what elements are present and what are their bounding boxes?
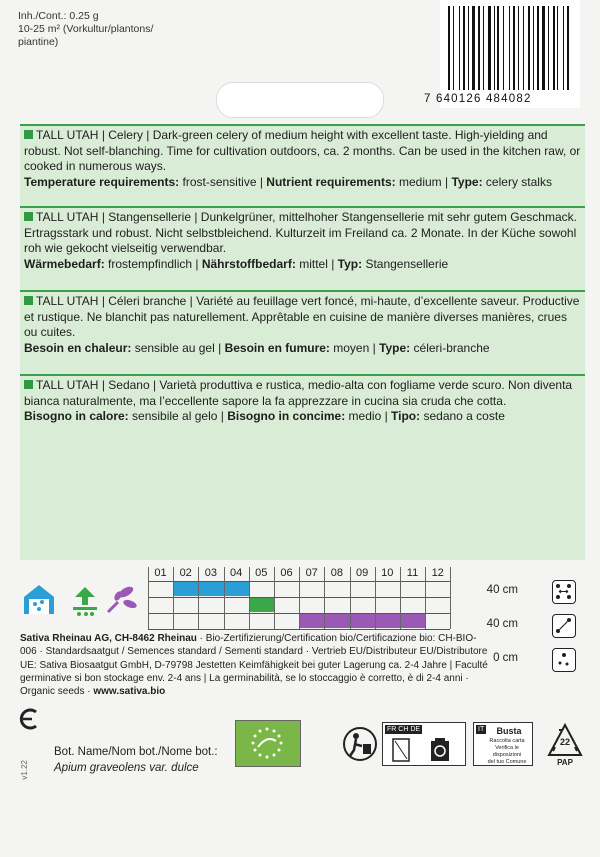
calendar-month-label: 04 — [229, 567, 243, 579]
sorting-info-box — [382, 722, 466, 766]
calendar-month-label: 02 — [179, 567, 192, 579]
calendar-bar-planting-out — [249, 598, 274, 612]
barcode-bar — [540, 6, 541, 90]
section-description: | Celery | Dark-green celery of medium height with excellent taste. High-yielding and robust. Not self-blanching. Time for cultivation outdoors, ca. 2 months. Can be used in the kitchen raw, or cooked in numerous ways. — [24, 128, 581, 174]
barcode-bar — [563, 6, 564, 90]
barcode-bar — [495, 6, 496, 90]
barcode-bar — [535, 6, 536, 90]
barcode-bar — [500, 6, 502, 90]
calendar-month-label: 10 — [381, 567, 394, 579]
company-website[interactable]: www.sativa.bio — [93, 686, 166, 698]
calendar-month-label: 11 — [406, 567, 419, 579]
calendar-gridline — [224, 567, 225, 629]
green-square-icon — [24, 130, 33, 139]
barcode-bar — [472, 6, 475, 90]
calendar-gridline — [173, 567, 174, 629]
barcode-bar — [448, 6, 450, 90]
type-label: Typ: — [337, 256, 363, 271]
barcode-bar — [503, 6, 504, 90]
calendar-gridline — [324, 567, 325, 629]
section-description: | Sedano | Varietà produttiva e rustica, medio-alta con fogliame verde scuro. Non diventa bianca naturalmente, ma l’eccellente sapore la fa apprezzare in cucina sia cruda che cotta. — [24, 378, 573, 408]
barcode-bar — [470, 6, 471, 90]
busta-text-1: Raccolta carta — [489, 738, 525, 744]
busta-box — [473, 722, 533, 766]
type-value: Stangensellerie — [362, 256, 449, 271]
barcode-bar — [567, 6, 569, 90]
busta-title: Busta — [496, 726, 522, 736]
type-value: celery stalks — [482, 174, 552, 189]
company-info — [20, 632, 490, 698]
barcode-bar — [556, 6, 557, 90]
green-square-icon — [24, 380, 33, 389]
barcode-bar — [537, 6, 539, 90]
barcode-bar — [548, 6, 549, 90]
calendar-month-label: 12 — [431, 567, 444, 579]
packet-content: Inh./Cont.: 0.25 g — [18, 10, 99, 22]
plant-distance-icon — [552, 614, 576, 638]
packet-area: 10-25 m² (Vorkultur/plantons/ — [18, 23, 154, 35]
nutrient-value: mittel | — [295, 256, 338, 271]
temp-label: Besoin en chaleur: — [24, 340, 132, 355]
barcode-bar — [520, 6, 522, 90]
section-divider — [20, 290, 585, 292]
harvest-icon — [104, 582, 140, 618]
temp-label: Temperature requirements: — [24, 174, 180, 189]
barcode-bar — [494, 6, 495, 90]
section-divider — [20, 374, 585, 376]
section-fr — [20, 294, 585, 356]
temp-value: frost-sensitive | — [179, 174, 267, 189]
type-value: sedano a coste — [420, 409, 505, 424]
barcode-bar — [497, 6, 499, 90]
barcode-bar — [542, 6, 545, 90]
nutrient-value: medio | — [345, 409, 392, 424]
recycling-person-icon — [342, 724, 378, 764]
calendar-gridline — [198, 567, 199, 629]
calendar-bar-harvest — [299, 614, 425, 628]
hang-hole — [216, 82, 384, 118]
type-label: Type: — [451, 174, 483, 189]
nutrient-label: Bisogno in concime: — [227, 409, 346, 424]
company-name: Sativa Rheinau AG, CH-8462 Rheinau — [20, 633, 197, 644]
calendar-gridline — [375, 567, 376, 629]
plant-distance: 40 cm — [486, 618, 518, 630]
barcode-bar — [453, 6, 454, 90]
section-de — [20, 210, 585, 272]
barcode-bar — [459, 6, 460, 90]
barcode-bar — [478, 6, 480, 90]
variety-name: TALL UTAH — [36, 128, 99, 142]
temp-value: sensibile al gelo | — [128, 409, 228, 424]
temp-label: Bisogno in calore: — [24, 409, 129, 424]
packet-info — [18, 10, 218, 49]
barcode — [440, 0, 580, 108]
calendar-month-label: 03 — [204, 567, 218, 579]
barcode-bar — [455, 6, 458, 90]
barcode-bar — [485, 6, 487, 90]
botanical-name — [54, 744, 218, 776]
print-version: v1.22 — [20, 760, 29, 780]
barcode-bar — [565, 6, 566, 90]
calendar-month-label: 08 — [330, 567, 344, 579]
temp-value: frostempfindlich | — [104, 256, 202, 271]
section-en — [20, 128, 585, 190]
pap-label: PAP — [557, 758, 573, 767]
busta-text-3: del tuo Comune — [487, 759, 527, 765]
nutrient-label: Besoin en fumure: — [224, 340, 330, 355]
type-value: céleri-branche — [410, 340, 490, 355]
company-details: · Bio-Zertifizierung/Certification bio/Certificazione bio: CH-BIO-006 · Standardsaatgut / Semences standard / Sementi standard · Vertrieb EU/Distributeur EU/Distributore UE: Sativa Biosaatgut GmbH, D-79798 Jestetten Keimfähigkeit bei guter Lagerung ca. 2-4 Jahre | Faculté germinative si bon stockage env. 2-4 ans | La germinabilità, se lo stoccaggio è corretto, è di 2-4 anni · Organic seeds · — [20, 633, 488, 698]
barcode-bar — [483, 6, 484, 90]
pap-number: 22 — [559, 737, 570, 747]
calendar-gridline — [148, 567, 149, 629]
calendar-gridline — [148, 629, 450, 630]
nutrient-value: medium | — [395, 174, 452, 189]
type-label: Type: — [379, 340, 411, 355]
sowing-depth: 0 cm — [493, 652, 518, 664]
barcode-bar — [468, 6, 469, 90]
barcode-bar — [461, 6, 463, 90]
barcode-bar — [509, 6, 510, 90]
barcode-bar — [481, 6, 482, 90]
row-distance-icon — [552, 580, 576, 604]
planting-out-icon — [70, 585, 100, 617]
botanical-label: Bot. Name/Nom bot./Nome bot.: — [54, 746, 218, 758]
busta-text — [482, 738, 532, 766]
calendar-gridline — [274, 567, 275, 629]
calendar-gridline — [425, 567, 426, 629]
calendar-gridline — [249, 567, 250, 629]
eu-organic-logo-icon — [235, 720, 301, 767]
barcode-bar — [492, 6, 493, 90]
section-description: | Céleri branche | Variété au feuillage vert foncé, mi-haute, d’excellente saveur. Productive et rustique. Ne blanchit pas naturellement. Apprêtable en cuisine de manière diverses manières, crues ou cuites. — [24, 294, 580, 340]
barcode-bar — [559, 6, 562, 90]
barcode-bar — [523, 6, 524, 90]
barcode-bar — [505, 6, 508, 90]
calendar-month-label: 06 — [280, 567, 293, 579]
nutrient-label: Nährstoffbedarf: — [201, 256, 296, 271]
nutrient-label: Nutrient requirements: — [266, 174, 396, 189]
barcode-bar — [476, 6, 477, 90]
type-label: Tipo: — [391, 409, 421, 424]
ce-icon — [18, 708, 40, 730]
section-description: | Stangensellerie | Dunkelgrüner, mittelhoher Stangensellerie mit sehr gutem Geschmack. Ertragsstark und robust. Nicht selbstbleichend. Kulturzeit im Freiland ca. 2 Monate. In der Küche sowohl roh wie gekocht vielseitig verwendbar. — [24, 210, 577, 256]
barcode-bar — [451, 6, 452, 90]
barcode-bars — [448, 6, 572, 90]
barcode-number: 7 640126 484082 — [424, 93, 532, 105]
temp-label: Wärmebedarf: — [24, 256, 105, 271]
barcode-bar — [528, 6, 530, 90]
sowing-depth-icon — [552, 648, 576, 672]
busta-text-2: Verifica le disposizioni — [492, 745, 522, 758]
packet-area-cont: piantine) — [18, 36, 59, 48]
barcode-bar — [546, 6, 547, 90]
variety-name: TALL UTAH — [36, 378, 99, 392]
nutrient-value: moyen | — [329, 340, 380, 355]
pap-recycling-icon — [545, 722, 585, 770]
calendar-bar-sowing-indoors — [173, 582, 249, 596]
botanical-latin: Apium graveolens var. dulce — [54, 762, 199, 774]
country-codes: FR CH DE — [387, 726, 421, 733]
calendar-gridline — [400, 567, 401, 629]
barcode-bar — [466, 6, 467, 90]
barcode-bar — [557, 6, 558, 90]
calendar-month-label: 09 — [355, 567, 369, 579]
barcode-bar — [518, 6, 519, 90]
barcode-bar — [531, 6, 532, 90]
green-square-icon — [24, 212, 33, 221]
barcode-bar — [516, 6, 517, 90]
barcode-bar — [550, 6, 552, 90]
green-square-icon — [24, 296, 33, 305]
calendar-gridline — [450, 567, 451, 629]
calendar-month-label: 07 — [305, 567, 318, 579]
barcode-bar — [511, 6, 512, 90]
section-divider — [20, 206, 585, 208]
barcode-bar — [533, 6, 534, 90]
section-divider — [20, 124, 585, 126]
barcode-bar — [488, 6, 491, 90]
sowing-indoors-icon — [22, 582, 56, 616]
calendar-month-label: 05 — [255, 567, 268, 579]
row-distance: 40 cm — [486, 584, 518, 596]
barcode-bar — [525, 6, 528, 90]
calendar-month-label: 01 — [154, 567, 167, 579]
barcode-bar — [553, 6, 555, 90]
calendar-gridline — [350, 567, 351, 629]
description-panel — [20, 124, 585, 560]
variety-name: TALL UTAH — [36, 210, 99, 224]
section-it — [20, 378, 585, 425]
barcode-bar — [570, 6, 571, 90]
calendar-gridline — [299, 567, 300, 629]
barcode-bar — [513, 6, 515, 90]
barcode-bar — [463, 6, 465, 90]
temp-value: sensible au gel | — [131, 340, 225, 355]
it-code: IT — [478, 726, 485, 733]
variety-name: TALL UTAH — [36, 294, 99, 308]
